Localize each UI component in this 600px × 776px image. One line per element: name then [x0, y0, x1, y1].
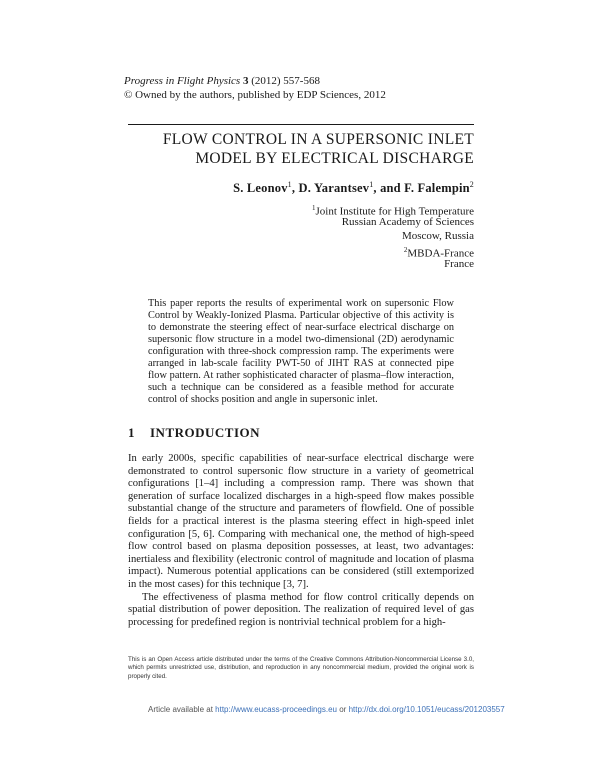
- journal-year-pages: (2012) 557-568: [251, 75, 320, 87]
- section-title: INTRODUCTION: [150, 425, 261, 440]
- abstract: This paper reports the results of experimental work on supersonic Flow Control by Weakly-Ionized Plasma. Particular objective of this activity is to demonstrate the steering effect of near-surface electrical discharge on supersonic flow structure in a model two-dimensional (2D) aerodynamic configuration with three-shock compression ramp. The experiments were arranged in lab-scale facility PWT-50 of JIHT RAS at connected pipe flow pattern. At rather sophisticated character of plasma–flow interaction, such a technique can be considered as a feasible method for accurate control of shocks position and angle in supersonic inlet.: [148, 298, 454, 405]
- journal-citation: [124, 74, 320, 88]
- article-availability: [148, 705, 505, 714]
- body-text: [128, 453, 474, 629]
- availability-prefix: Article available at: [148, 705, 216, 714]
- affiliation-text: France: [444, 258, 474, 270]
- title-line: FLOW CONTROL IN A SUPERSONIC INLET: [162, 131, 474, 148]
- affiliation-text: Joint Institute for High Temperature: [315, 205, 474, 218]
- author-affil-mark: 2: [469, 180, 474, 189]
- license-footnote: This is an Open Access article distributed under the terms of the Creative Commons Attribution-Noncommercial License 3.0, which permits unrestricted use, distribution, and reproduction in any noncommercial medium, provided the original work is properly cited.: [128, 656, 474, 680]
- author-name: S. Leonov: [233, 181, 288, 196]
- doi-link[interactable]: http://dx.doi.org/10.1051/eucass/201203557: [348, 705, 505, 714]
- author-separator: , and: [373, 181, 405, 196]
- author-list: [233, 180, 474, 196]
- author-affil-mark: 1: [287, 180, 292, 189]
- title-rule: [128, 124, 474, 125]
- affiliation-mark: 1: [312, 204, 316, 212]
- availability-or: or: [337, 705, 349, 714]
- journal-volume: 3: [242, 75, 249, 87]
- author-name: F. Falempin: [404, 181, 470, 196]
- author-affil-mark: 1: [369, 180, 374, 189]
- paragraph: In early 2000s, specific capabilities of near-surface electrical discharge were demonstrated to control supersonic flow structure in a variety of geometrical configurations [1–4] including a compression ramp. There was shown that generation of surface localized discharges in a high-speed flow makes possible substantial change of the structure and parameters of flowfield. One of possible fields for a practical interest is the plasma steering effect in high-speed inlet configuration [5, 6]. Comparing with mechanical one, the method of high-speed flow control based on plasma deposition possesses, at least, two advantages: inertialess and flexibility (electronic control of magnitude and location of plasma impact). Numerous potential applications can be considered (still extemporized in the most cases) for this technique [3, 7].: [128, 453, 474, 590]
- affiliation-line: [444, 257, 474, 271]
- affiliation-line: [402, 229, 474, 243]
- affiliation-mark: 2: [403, 246, 408, 254]
- section-heading: [128, 425, 260, 441]
- paragraph: The effectiveness of plasma method for flow control critically depends on spatial distribution of power deposition. The realization of required level of gas processing for predefined region is nontrivial technical problem for a high-: [128, 591, 474, 628]
- affiliation-text: MBDA-France: [407, 247, 474, 260]
- section-number: 1: [128, 425, 135, 440]
- paper-title: [114, 130, 474, 168]
- author-separator: ,: [291, 181, 299, 196]
- affiliation-line: [342, 215, 474, 229]
- title-line: MODEL BY ELECTRICAL DISCHARGE: [195, 150, 474, 167]
- copyright-line: © Owned by the authors, published by EDP Sciences, 2012: [124, 89, 386, 101]
- journal-title: Progress in Flight Physics: [124, 75, 241, 87]
- affiliation-text: Moscow, Russia: [401, 230, 474, 242]
- proceedings-link[interactable]: http://www.eucass-proceedings.eu: [215, 705, 337, 714]
- affiliation-text: Russian Academy of Sciences: [341, 216, 474, 228]
- author-name: D. Yarantsev: [298, 181, 370, 196]
